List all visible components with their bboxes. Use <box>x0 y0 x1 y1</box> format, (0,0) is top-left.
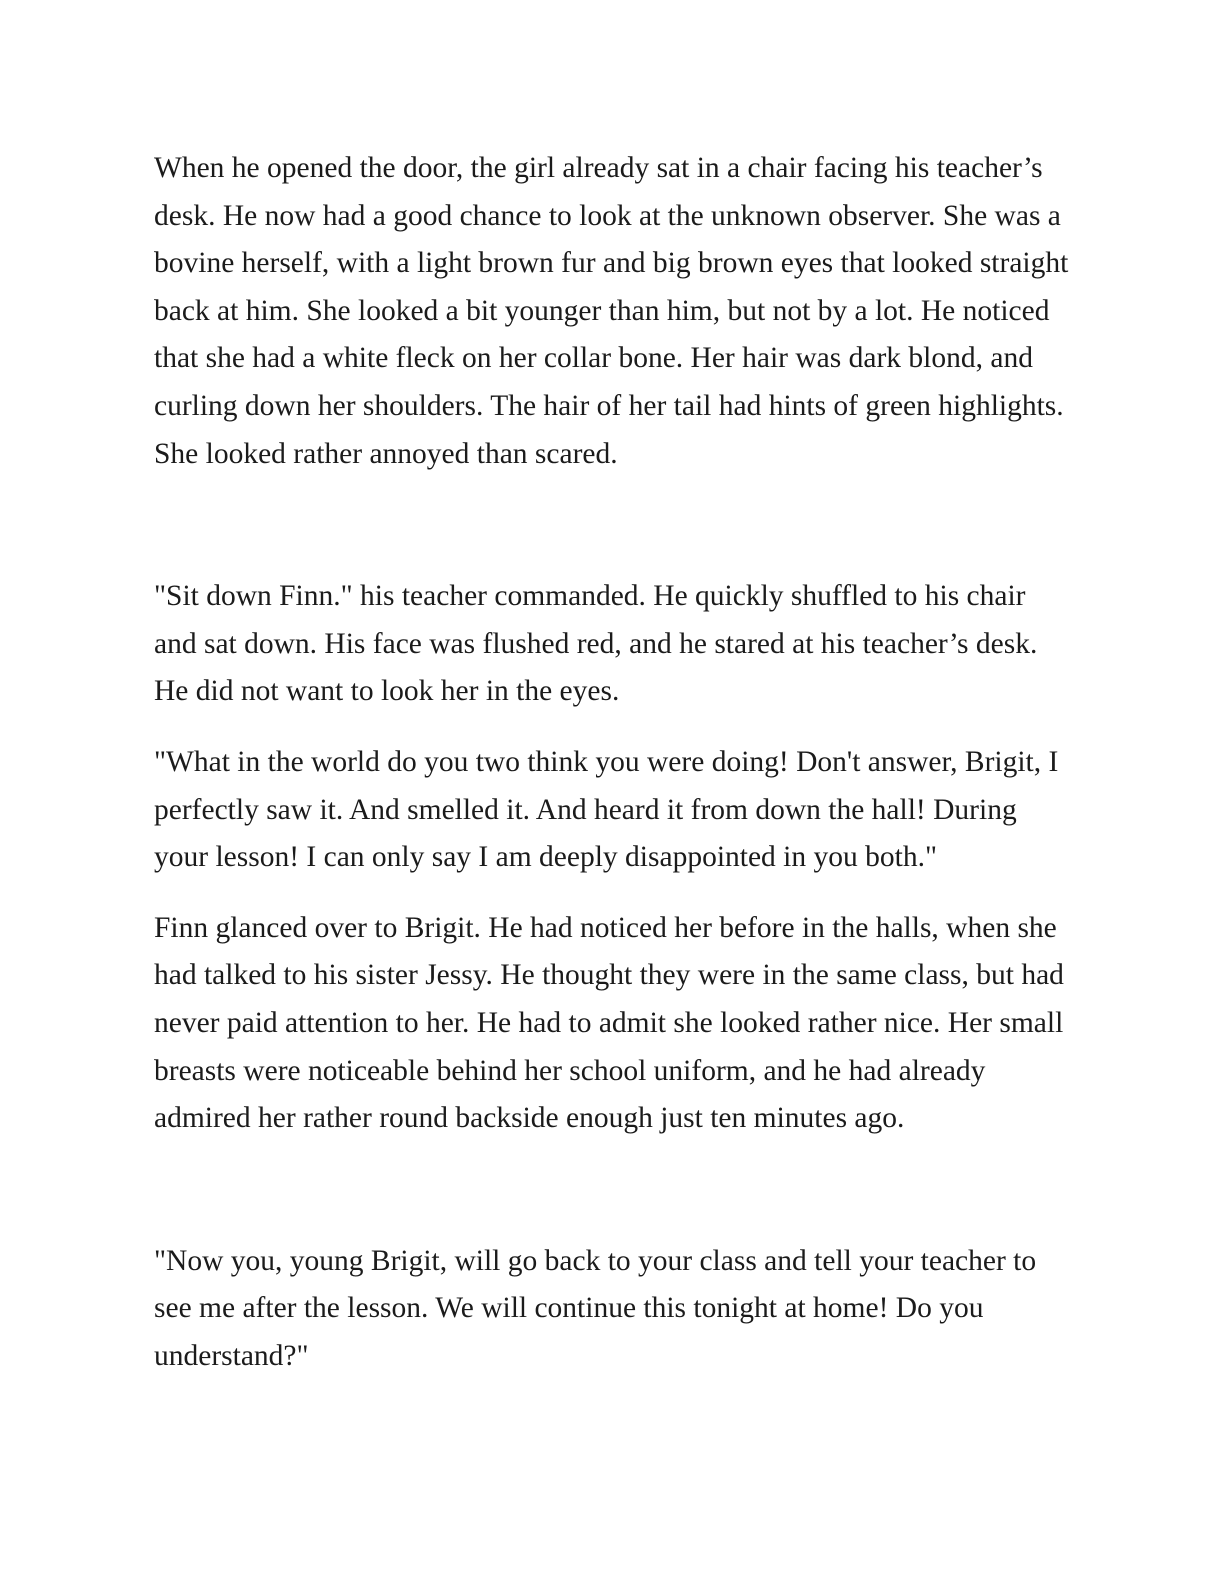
body-text <box>154 145 1074 1380</box>
paragraph-finn-glance: Finn glanced over to Brigit. He had noticed her before in the halls, when she had talked to his sister Jessy. He thought they were in the same class, but had never paid attention to her. He had to admit she looked rather nice. Her small breasts were noticeable behind her school uniform, and he had already admired her rather round backside enough just ten minutes ago. <box>154 911 1064 1135</box>
paragraph-teacher-scolding: "What in the world do you two think you were doing! Don't answer, Brigit, I perfectly saw it. And smelled it. And heard it from down the hall! During your lesson! I can only say I am deeply disappointed in you both." <box>154 745 1059 874</box>
paragraph-teacher-instruction: "Now you, young Brigit, will go back to your class and tell your teacher to see me after the lesson. We will continue this tonight at home! Do you understand?" <box>154 1244 1037 1372</box>
paragraph-sit-down: "Sit down Finn." his teacher commanded. He quickly shuffled to his chair and sat down. His face was flushed red, and he stared at his teacher’s desk. He did not want to look her in the eyes. <box>154 580 1038 708</box>
paragraph-observer-description: When he opened the door, the girl already sat in a chair facing his teacher’s desk. He now had a good chance to look at the unknown observer. She was a bovine herself, with a light brown fur and big brown eyes that looked straight back at him. She looked a bit younger than him, but not by a lot. He noticed that she had a white fleck on her collar bone. Her hair was dark blond, and curling down her shoulders. The hair of her tail had hints of green highlights. She looked rather annoyed than scared. <box>154 152 1069 470</box>
